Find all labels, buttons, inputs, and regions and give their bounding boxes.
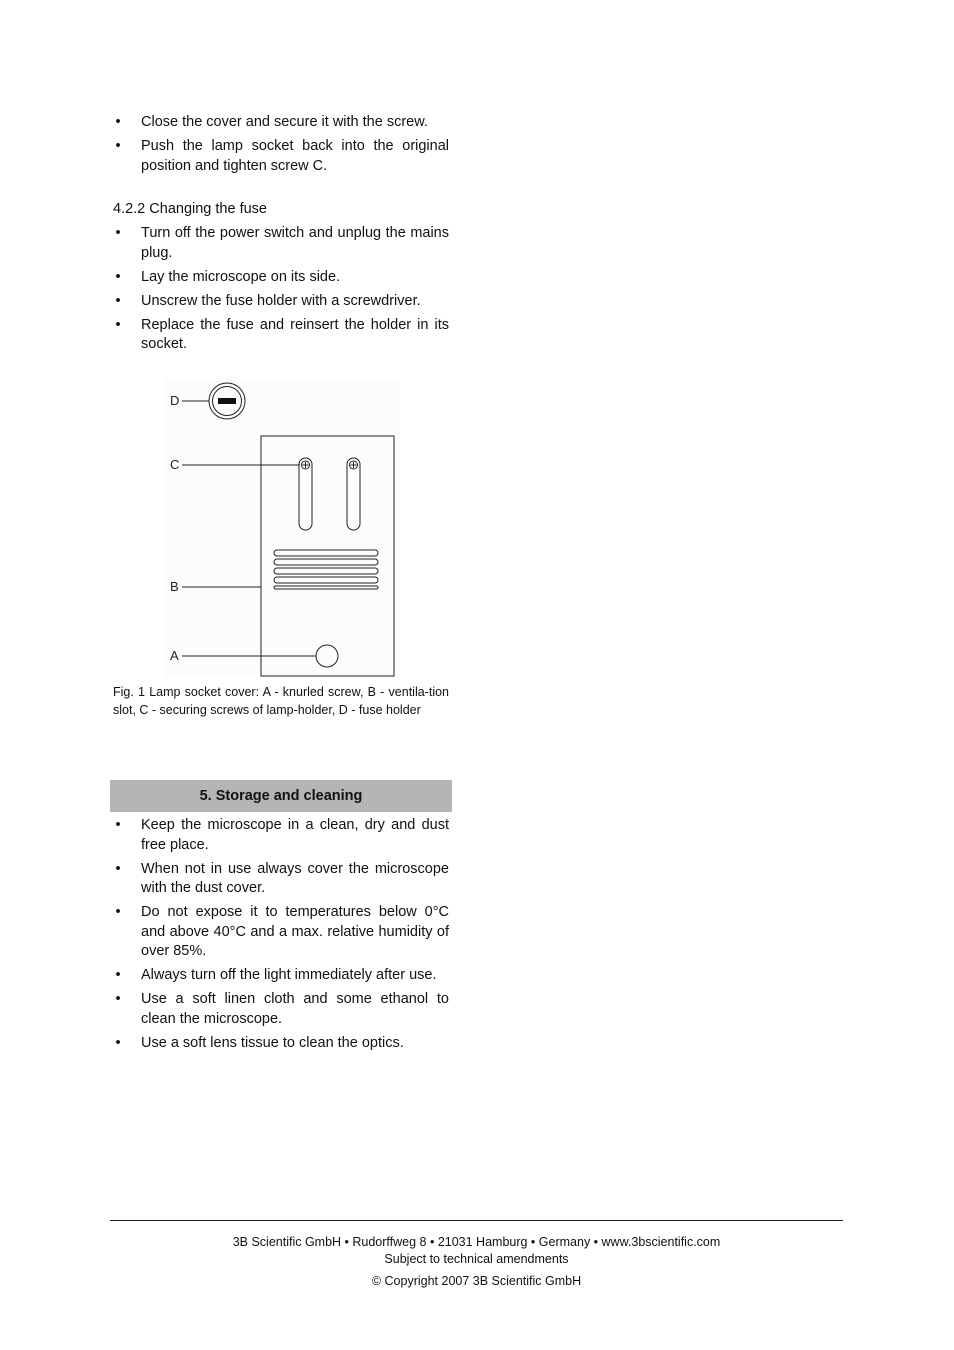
list-item (113, 137, 449, 176)
bullet-icon: • (115, 817, 121, 833)
list-item (113, 860, 449, 899)
knurled-screw-icon (182, 645, 338, 667)
list-item (113, 966, 449, 986)
footer-address: 3B Scientific GmbH • Rudorffweg 8 • 21031 Hamburg • Germany • www.3bscientific.com (232, 1235, 721, 1249)
figure-caption: Fig. 1 Lamp socket cover: A - knurled screw, B - ventila-tion slot, C - securing screws of lamp-holder, D - fuse holder (113, 685, 449, 717)
section-heading-fuse: 4.2.2 Changing the fuse (113, 201, 267, 217)
ventilation-slot-icon (182, 550, 378, 589)
bullet-icon: • (115, 114, 121, 130)
list-item (113, 224, 449, 263)
footer-note: Subject to technical amendments (384, 1252, 569, 1266)
list-item (113, 268, 449, 288)
fuse-bullets (113, 224, 449, 359)
bullet-icon: • (115, 316, 121, 333)
list-item (113, 113, 449, 133)
storage-bullets (113, 816, 449, 1058)
list-item (113, 816, 449, 855)
section-heading-text: 5. Storage and cleaning (199, 788, 363, 804)
list-item (113, 292, 449, 312)
footer-copyright: © Copyright 2007 3B Scientific GmbH (371, 1274, 582, 1288)
bullet-icon: • (115, 1034, 121, 1051)
lamp-socket-cover-diagram (164, 378, 400, 678)
label-d: D (170, 393, 180, 408)
list-item (113, 903, 449, 962)
fuse-holder-icon (182, 383, 245, 419)
list-item-text: Always turn off the light immediately after use. (141, 967, 437, 983)
list-item-text: Do not expose it to temperatures below 0°C and above 40°C and a max. relative humidity of over 85%. (141, 904, 449, 959)
list-item-text: Replace the fuse and reinsert the holder in its socket. (141, 316, 449, 352)
list-item-text: When not in use always cover the microscope with the dust cover. (141, 860, 449, 896)
list-item (113, 1034, 449, 1054)
label-c: C (170, 457, 180, 472)
section-heading-storage (110, 780, 452, 812)
bullet-icon: • (115, 138, 121, 154)
bullet-icon: • (115, 292, 121, 309)
list-item-text: Unscrew the fuse holder with a screwdriver. (141, 292, 421, 309)
bullet-icon: • (115, 225, 121, 241)
list-item (113, 990, 449, 1029)
list-item-text: Lay the microscope on its side. (141, 268, 341, 285)
list-item (113, 316, 449, 355)
bullet-icon: • (115, 904, 121, 920)
list-item-text: Keep the microscope in a clean, dry and dust free place. (141, 817, 449, 853)
bullet-icon: • (115, 268, 121, 285)
bullet-icon: • (115, 860, 121, 877)
list-item-text: Push the lamp socket back into the original position and tighten screw C. (141, 138, 449, 174)
top-bullets (113, 113, 449, 181)
page-footer (110, 1234, 843, 1290)
list-item-text: Use a soft lens tissue to clean the optics. (141, 1034, 404, 1051)
label-a: A (170, 648, 179, 663)
list-item-text: Turn off the power switch and unplug the mains plug. (141, 225, 449, 261)
list-item-text: Close the cover and secure it with the screw. (141, 114, 428, 130)
label-b: B (170, 579, 179, 594)
diagram-svg (164, 378, 400, 678)
securing-screws-icon (182, 458, 360, 530)
bullet-icon: • (115, 991, 121, 1007)
footer-divider (110, 1220, 843, 1221)
bullet-icon: • (115, 967, 121, 983)
list-item-text: Use a soft linen cloth and some ethanol to clean the microscope. (141, 991, 449, 1027)
